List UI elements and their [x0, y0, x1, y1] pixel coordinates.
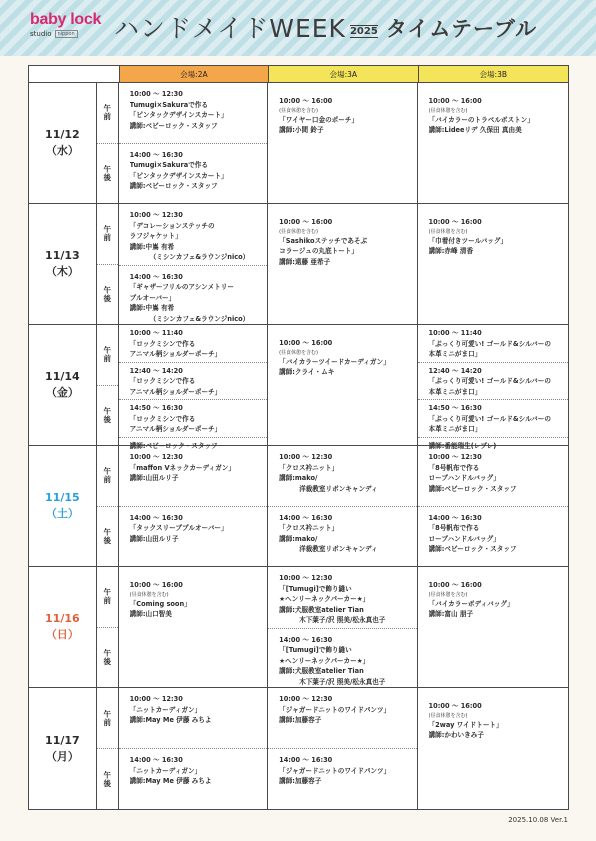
room-cell-room-3b — [418, 204, 568, 324]
session-time: 10:00 ～ 16:00 — [428, 581, 482, 589]
lecturer: 講師:赤峰 清香 — [428, 247, 474, 255]
session-block — [418, 446, 568, 506]
day-label — [29, 446, 97, 566]
lecturer: 講師:番能瑞生(レプレ) — [428, 441, 497, 450]
session-title: 「[Tumugi]で飾り縫い — [279, 646, 352, 654]
session-title: ★ヘンリーネックパーカー★」 — [279, 595, 370, 603]
session-block — [418, 688, 568, 809]
session-title: 「ロックミシンで作る — [129, 339, 196, 348]
session-block — [418, 83, 568, 203]
lunch-note: (昼食休憩を含む) — [279, 349, 319, 356]
session-title: 「巾着付きツールバッグ」 — [428, 236, 508, 245]
lecturer-affiliation: 洋裁教室リボンキャンディ — [299, 545, 378, 553]
session-title: 「クロス衿ニット」 — [279, 463, 339, 472]
session-title: 「Coming soon」 — [129, 599, 191, 608]
brand-logo — [30, 12, 101, 38]
room-cell-room-2a — [119, 446, 268, 566]
lecturer: 講師:ベビーロック・スタッフ — [428, 484, 517, 493]
session-time: 14:00 ～ 16:30 — [129, 756, 183, 764]
period-column — [97, 567, 119, 687]
lecturer: 講師:ベビーロック・スタッフ — [129, 121, 218, 130]
day-date: 11/14 — [45, 370, 80, 383]
day-label — [29, 567, 97, 687]
period-pm: 午後 — [97, 385, 118, 446]
lecturer: 講師:中嶌 有希 — [129, 242, 175, 251]
period-pm: 午後 — [97, 143, 118, 204]
period-column — [97, 446, 119, 566]
lecturer: 講師:犬服教室atelier Tian — [279, 667, 364, 675]
day-label — [29, 688, 97, 809]
lecturer: 講師:小間 鈴子 — [279, 126, 324, 134]
session-title: 「タックスリーブプルオーバー」 — [129, 524, 228, 532]
session-title: コラージュの丸底トート」 — [279, 247, 358, 255]
room-cell-room-3a — [268, 83, 417, 203]
session-title: 「バイカラーボディバッグ」 — [428, 599, 514, 608]
session-time: 10:00 ～ 12:30 — [279, 574, 333, 582]
session-time: 10:00 ～ 16:00 — [129, 581, 183, 589]
lecturer: 講師:山口智美 — [129, 610, 172, 618]
day-date: 11/15 — [45, 491, 80, 504]
room-cell-room-3b — [418, 325, 568, 450]
session-time: 10:00 ～ 11:40 — [428, 329, 482, 337]
day-weekday: （木） — [45, 265, 79, 278]
room-cell-room-3a — [268, 567, 417, 687]
session-time: 10:00 ～ 12:30 — [129, 453, 183, 461]
page-title — [114, 15, 537, 43]
session-title: Tumugi×Sakuraで作る — [129, 161, 208, 169]
session-title: 「ぷっくり可愛い! ゴールド&シルバーの — [428, 414, 551, 423]
lecturer: 講師:クライ・ムキ — [279, 368, 335, 376]
session-title: 「ピンタックデザインスカート」 — [129, 111, 228, 119]
session-title: アニマル柄ショルダーポーチ」 — [129, 350, 222, 358]
session-time: 10:00 ～ 16:00 — [279, 339, 333, 347]
day-weekday: （金） — [45, 386, 79, 399]
session-title: Tumugi×Sakuraで作る — [129, 100, 208, 109]
room-cell-room-2a — [119, 204, 268, 324]
lecturer: 講師:かわいきみ子 — [428, 731, 484, 739]
day-row-11-14 — [29, 325, 568, 450]
session-time: 14:00 ～ 16:30 — [428, 513, 482, 522]
session-title: ロープハンドルバッグ」 — [428, 534, 500, 543]
lecturer: 講師:ベビーロック・スタッフ — [129, 182, 218, 190]
day-date: 11/16 — [45, 612, 80, 625]
session-title: 「ロックミシンで作る — [129, 414, 196, 423]
room-cell-room-2a — [119, 325, 268, 450]
session-title: 本革ミニがま口」 — [428, 387, 482, 396]
lunch-note: (昼食休憩を含む) — [279, 228, 319, 235]
lecturer: 講師:中嶌 有希 — [129, 304, 175, 312]
room-cell-room-2a — [119, 567, 268, 687]
session-block — [268, 748, 416, 809]
session-title: 「ピンタックデザインスカート」 — [129, 171, 228, 180]
session-time: 14:50 ～ 16:30 — [129, 404, 183, 412]
room-header-3b: 会場:3B — [418, 66, 568, 82]
lunch-note: (昼食休憩を含む) — [428, 591, 468, 598]
session-block — [119, 567, 267, 687]
session-block — [119, 325, 267, 363]
timetable-grid — [28, 65, 569, 810]
period-am: 午前 — [102, 346, 112, 364]
lecturer: 講師:山田ルリ子 — [129, 534, 179, 543]
lunch-note: (昼食休憩を含む) — [129, 591, 169, 598]
lecturer: 講師:ベビーロック・スタッフ — [129, 441, 218, 450]
lecturer: 講師:犬服教室atelier Tian — [279, 605, 364, 614]
version-footer: 2025.10.08 Ver.1 — [508, 816, 568, 824]
room-cell-room-3a — [268, 204, 417, 324]
session-block — [119, 83, 267, 143]
period-column — [97, 204, 119, 324]
session-title: 「Sashikoステッチであそぶ — [279, 236, 368, 245]
room-cell-room-3b — [418, 83, 568, 203]
session-block — [268, 325, 416, 445]
period-column — [97, 325, 119, 445]
day-row-11-13 — [29, 204, 568, 325]
session-time: 10:00 ～ 16:00 — [279, 218, 333, 226]
session-time: 14:00 ～ 16:30 — [279, 635, 333, 644]
room-cell-room-3a — [268, 688, 417, 809]
session-block — [268, 567, 416, 628]
session-title: 本革ミニがま口」 — [428, 350, 482, 358]
period-am: 午前 — [102, 467, 112, 485]
session-time: 10:00 ～ 16:00 — [279, 97, 333, 105]
room-header-2a: 会場:2A — [119, 66, 268, 82]
lecturer: 講師:Lideeリデ 久保田 真由美 — [428, 126, 522, 134]
header-banner — [0, 0, 596, 56]
session-title: 「ジャガードニットのワイドパンツ」 — [279, 705, 391, 714]
lecturer: 講師:加藤容子 — [279, 716, 322, 724]
session-time: 10:00 ～ 11:40 — [129, 329, 183, 337]
day-weekday: （日） — [45, 628, 79, 641]
lecturer-affiliation: 木下葉子/沢 照美/松永真也子 — [299, 616, 386, 624]
session-title: 「ジャガードニットのワイドパンツ」 — [279, 766, 391, 775]
header-period-blank — [97, 66, 119, 82]
session-title: 「ぷっくり可愛い! ゴールド&シルバーの — [428, 339, 551, 348]
room-cell-room-3b — [418, 446, 568, 566]
session-title: アニマル柄ショルダーポーチ」 — [129, 425, 222, 433]
session-title: 「バイカラーツイードカーディガン」 — [279, 357, 390, 366]
session-title: 「ぷっくり可愛い! ゴールド&シルバーの — [428, 377, 551, 385]
period-column — [97, 83, 119, 203]
room-cell-room-2a — [119, 688, 268, 809]
session-block — [268, 506, 416, 567]
session-time: 12:40 ～ 14:20 — [428, 366, 482, 375]
session-title: 「ニットカーディガン」 — [129, 705, 202, 714]
day-label — [29, 325, 97, 445]
day-weekday: （月） — [45, 749, 79, 763]
session-block — [119, 688, 267, 748]
session-title: プルオーバー」 — [129, 293, 176, 302]
period-am: 午前 — [102, 588, 112, 606]
session-title: ★ヘンリーネックパーカー★」 — [279, 656, 370, 665]
day-row-11-16 — [29, 567, 568, 688]
timetable-title: タイムテーブル — [385, 17, 538, 41]
period-pm: 午後 — [97, 748, 118, 809]
period-pm: 午後 — [97, 264, 118, 325]
lecturer: 講師:加藤容子 — [279, 777, 322, 785]
session-block — [119, 446, 267, 506]
lecturer-affiliation: （ミシンカフェ&ラウンジnico） — [149, 253, 250, 261]
day-row-11-17 — [29, 688, 568, 809]
day-row-11-12 — [29, 83, 568, 204]
session-title: 「デコレーションステッチの — [129, 221, 215, 230]
session-title: 「8号帆布で作る — [428, 463, 480, 472]
session-time: 10:00 ～ 16:00 — [428, 702, 482, 710]
session-time: 10:00 ～ 12:30 — [279, 695, 333, 703]
period-pm: 午後 — [97, 627, 118, 688]
session-time: 12:40 ～ 14:20 — [129, 366, 183, 375]
session-title: 「[Tumugi]で飾り縫い — [279, 584, 352, 593]
session-time: 14:00 ～ 16:30 — [129, 150, 183, 159]
session-time: 10:00 ～ 16:00 — [428, 97, 482, 105]
session-time: 14:00 ～ 16:30 — [279, 513, 333, 522]
lecturer: 講師:mako/ — [279, 474, 318, 482]
session-block — [418, 363, 568, 401]
room-cell-room-2a — [119, 83, 268, 203]
session-time: 14:00 ～ 16:30 — [129, 513, 183, 522]
lunch-note: (昼食休憩を含む) — [428, 107, 468, 114]
lecturer: 講師:mako/ — [279, 534, 318, 543]
header-corner-blank — [29, 66, 97, 82]
room-header-row — [29, 66, 568, 83]
session-block — [119, 143, 267, 204]
session-title: 「バイカラーのトラベルボストン」 — [428, 115, 534, 124]
event-year: 2025 — [349, 26, 378, 37]
session-block — [268, 204, 416, 324]
session-title: アニマル柄ショルダーポーチ」 — [129, 387, 222, 396]
day-weekday: （水） — [45, 144, 79, 157]
lecturer: 講師:山田ルリ子 — [129, 474, 179, 482]
day-label — [29, 204, 97, 324]
session-block — [418, 506, 568, 567]
session-title: ロープハンドルバッグ」 — [428, 474, 500, 482]
lunch-note: (昼食休憩を含む) — [428, 228, 468, 235]
session-block — [119, 204, 267, 265]
day-date: 11/13 — [45, 249, 80, 262]
session-title: 本革ミニがま口」 — [428, 425, 482, 433]
session-block — [119, 748, 267, 809]
session-block — [268, 446, 416, 506]
session-block — [418, 400, 568, 438]
session-block — [418, 204, 568, 324]
lecturer: 講師:May Me 伊藤 みちよ — [129, 716, 212, 724]
brand-tag: nippon — [55, 30, 78, 38]
session-block — [268, 688, 416, 748]
session-time: 10:00 ～ 12:30 — [279, 453, 333, 461]
lecturer-affiliation: （ミシンカフェ&ラウンジnico） — [149, 314, 250, 323]
lecturer-affiliation: 木下葉子/沢 照美/松永真也子 — [299, 677, 386, 686]
session-title: 「ギャザーフリルのアシンメトリー — [129, 283, 234, 291]
brand-sub — [30, 30, 101, 38]
session-block — [418, 567, 568, 687]
session-block — [119, 265, 267, 327]
lunch-note: (昼食休憩を含む) — [428, 712, 468, 719]
session-title: 「maffon Vネックカーディガン」 — [129, 463, 235, 472]
lecturer: 講師:遠藤 亜希子 — [279, 257, 331, 266]
session-title: ラフジャケット」 — [129, 232, 182, 240]
day-weekday: （土） — [45, 507, 79, 520]
session-block — [268, 83, 416, 203]
day-label — [29, 83, 97, 203]
session-time: 10:00 ～ 16:00 — [428, 218, 482, 226]
session-block — [268, 628, 416, 690]
lecturer: 講師:May Me 伊藤 みちよ — [129, 777, 212, 785]
session-title: 「クロス衿ニット」 — [279, 524, 339, 532]
session-title: 「ワイヤー口金のポーチ」 — [279, 115, 359, 124]
session-time: 14:00 ～ 16:30 — [279, 756, 333, 764]
session-time: 10:00 ～ 12:30 — [129, 695, 183, 703]
period-column — [97, 688, 119, 809]
session-title: 「2way ワイドトート」 — [428, 720, 503, 729]
period-pm: 午後 — [97, 506, 118, 567]
period-am: 午前 — [102, 709, 112, 727]
day-date: 11/17 — [45, 733, 80, 747]
day-row-11-15 — [29, 446, 568, 567]
session-block — [119, 506, 267, 567]
period-am: 午前 — [102, 104, 112, 122]
session-title: 「8号帆布で作る — [428, 524, 480, 532]
room-cell-room-3b — [418, 567, 568, 687]
room-cell-room-3a — [268, 325, 417, 445]
brand-name: baby lock — [30, 11, 102, 28]
session-title: 「ニットカーディガン」 — [129, 766, 202, 775]
period-am: 午前 — [102, 225, 112, 243]
room-cell-room-3b — [418, 688, 568, 809]
session-title: 「ロックミシンで作る — [129, 377, 196, 385]
room-cell-room-3a — [268, 446, 417, 566]
brand-sub-text: studio — [30, 30, 52, 38]
session-block — [119, 363, 267, 401]
lecturer: 講師:富山 朋子 — [428, 610, 474, 618]
session-time: 14:50 ～ 16:30 — [428, 404, 482, 412]
session-time: 10:00 ～ 12:30 — [428, 453, 482, 461]
session-block — [418, 325, 568, 363]
event-title: ハンドメイドWEEK — [114, 14, 346, 43]
session-time: 10:00 ～ 12:30 — [129, 211, 183, 219]
session-time: 14:00 ～ 16:30 — [129, 272, 183, 281]
session-block — [119, 400, 267, 438]
session-time: 10:00 ～ 12:30 — [129, 90, 183, 98]
day-date: 11/12 — [45, 128, 80, 141]
room-header-3a: 会場:3A — [268, 66, 417, 82]
lecturer: 講師:ベビーロック・スタッフ — [428, 545, 517, 553]
lecturer-affiliation: 洋裁教室リボンキャンディ — [299, 484, 378, 493]
lunch-note: (昼食休憩を含む) — [279, 107, 319, 114]
